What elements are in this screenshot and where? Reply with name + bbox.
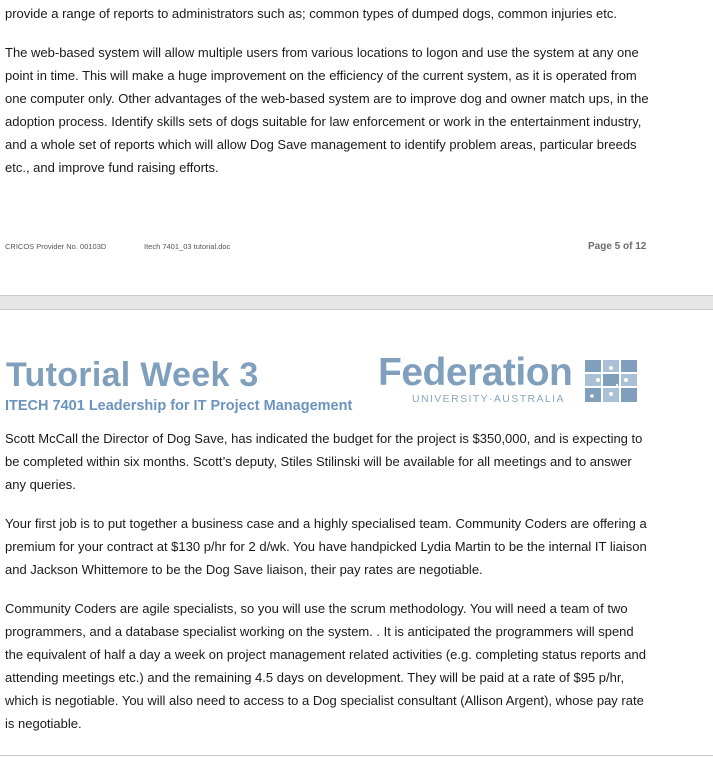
page-edge-divider xyxy=(0,755,713,756)
footer-page-number: Page 5 of 12 xyxy=(588,241,647,252)
footer-filename: Itech 7401_03 tutorial.doc xyxy=(144,242,231,251)
team-paragraph: Your first job is to put together a business case and a highly specialised team. Community Coders are offering a premium for your contract at $130 p/hr for 2 d/wk. You have handpicked Lydia Martin to be the internal IT liaison and Jackson Whittemore to be the Dog Save liaison, their pay rates are negotiable. xyxy=(5,516,647,577)
footer-cricos: CRICOS Provider No. 00103D xyxy=(5,242,107,251)
document-page-5 xyxy=(0,0,713,295)
page-title: Tutorial Week 3 xyxy=(6,356,259,394)
logo-wordmark: Federation xyxy=(378,351,573,394)
scrum-paragraph: Community Coders are agile specialists, so you will use the scrum methodology. You will need a team of two programmers, and a database specialist working on the system. . It is anticipated the programmers will spend the equivalent of half a day a week on project management related activities (e.g. completing status reports and attending meetings etc.) and the remaining 4.5 days on development. They will be paid at a rate of $95 p/hr, which is negotiable. You will also need to access to a Dog specialist consultant (Allison Argent), whose pay rate is negotiable. xyxy=(5,601,646,731)
intro-paragraph: provide a range of reports to administrators such as; common types of dumped dogs, common injuries etc. xyxy=(5,6,618,21)
logo-tagline: UNIVERSITY·AUSTRALIA xyxy=(412,393,565,405)
southern-cross-flag-icon xyxy=(584,358,638,404)
web-system-paragraph: The web-based system will allow multiple users from various locations to logon and use the system at any one point in time. This will make a huge improvement on the efficiency of the current system, as it is operated from one computer only. Other advantages of the web-based system are to improve dog and owner match ups, in the adoption process. Identify skills sets of dogs suitable for law enforcement or work in the entertainment industry, and a whole set of reports which will allow Dog Save management to identify problem areas, particular breeds etc., and improve fund raising efforts. xyxy=(5,45,649,175)
document-page-6 xyxy=(0,310,713,757)
budget-paragraph: Scott McCall the Director of Dog Save, has indicated the budget for the project is $350,000, and is expecting to be completed within six months. Scott’s deputy, Stiles Stilinski will be available for all meetings and to answer any queries. xyxy=(5,431,643,492)
page-subtitle: ITECH 7401 Leadership for IT Project Management xyxy=(5,398,353,414)
page-separator xyxy=(0,295,713,310)
